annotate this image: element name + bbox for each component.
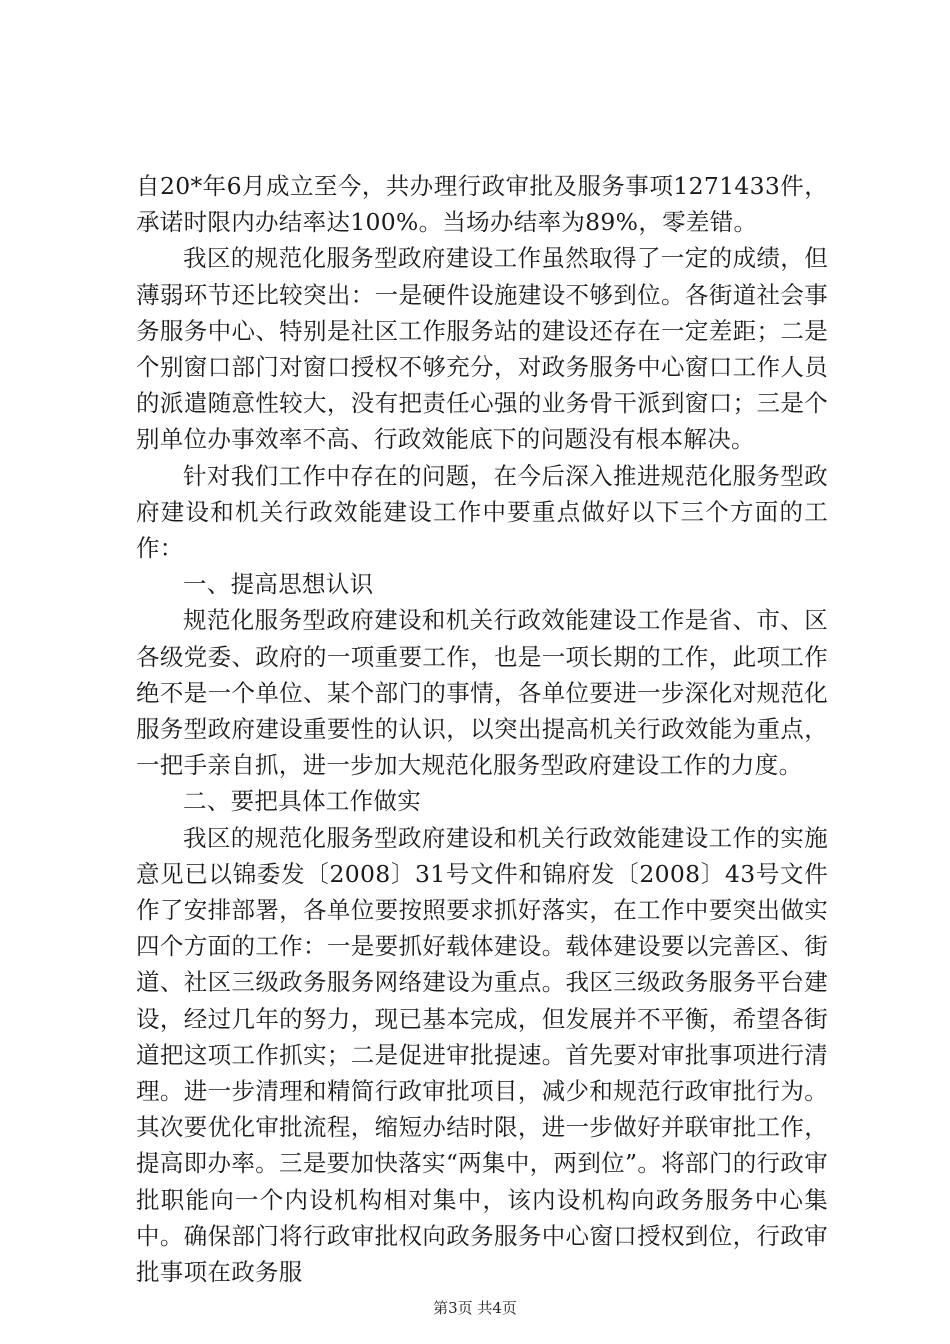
paragraph-continuation: 自20*年6月成立至今，共办理行政审批及服务事项1271433件，承诺时限内办结率达100%。当场办结率为89%，零差错。 [136, 172, 828, 237]
document-body [136, 168, 828, 1290]
paragraph-weaknesses: 我区的规范化服务型政府建设工作虽然取得了一定的成绩，但薄弱环节还比较突出：一是硬件设施建设不够到位。各街道社会事务服务中心、特别是社区工作服务站的建设还存在一定差距；二是个别窗口部门对窗口授权不够充分，对政务服务中心窗口工作人员的派遣随意性较大，没有把责任心强的业务骨干派到窗口；三是个别单位办事效率不高、行政效能底下的问题没有根本解决。 [136, 244, 828, 454]
page-footer [0, 1298, 950, 1318]
paragraph-section-1: 规范化服务型政府建设和机关行政效能建设工作是省、市、区各级党委、政府的一项重要工作，也是一项长期的工作，此项工作绝不是一个单位、某个部门的事情，各单位要进一步深化对规范化服务型政府建设重要性的认识，以突出提高机关行政效能为重点，一把手亲自抓，进一步加大规范化服务型政府建设工作的力度。 [136, 606, 828, 780]
paragraph-section-2: 我区的规范化服务型政府建设和机关行政效能建设工作的实施意见已以锦委发〔2008〕31号文件和锦府发〔2008〕43号文件作了安排部署，各单位要按照要求抓好落实，在工作中要突出做实四个方面的工作：一是要抓好载体建设。载体建设要以完善区、街道、社区三级政务服务网络建设为重点。我区三级政务服务平台建设，经过几年的努力，现已基本完成，但发展并不平衡，希望各街道把这项工作抓实；二是促进审批提速。首先要对审批事项进行清理。进一步清理和精简行政审批项目，减少和规范行政审批行为。其次要优化审批流程，缩短办结时限，进一步做好并联审批工作，提高即办率。三是要加快落实“两集中，两到位”。将部门的行政审批职能向一个内设机构相对集中，该内设机构向政务服务中心集中。确保部门将行政审批权向政务服务中心窗口授权到位，行政审批事项在政务服 [136, 823, 828, 1287]
section-heading-1: 一、提高思想认识 [183, 570, 374, 599]
section-heading-2: 二、要把具体工作做实 [183, 787, 421, 816]
paragraph-intro-tasks: 针对我们工作中存在的问题，在今后深入推进规范化服务型政府建设和机关行政效能建设工作中要重点做好以下三个方面的工作： [136, 461, 828, 563]
page-number-label: 第3页 共4页 [433, 1299, 517, 1317]
